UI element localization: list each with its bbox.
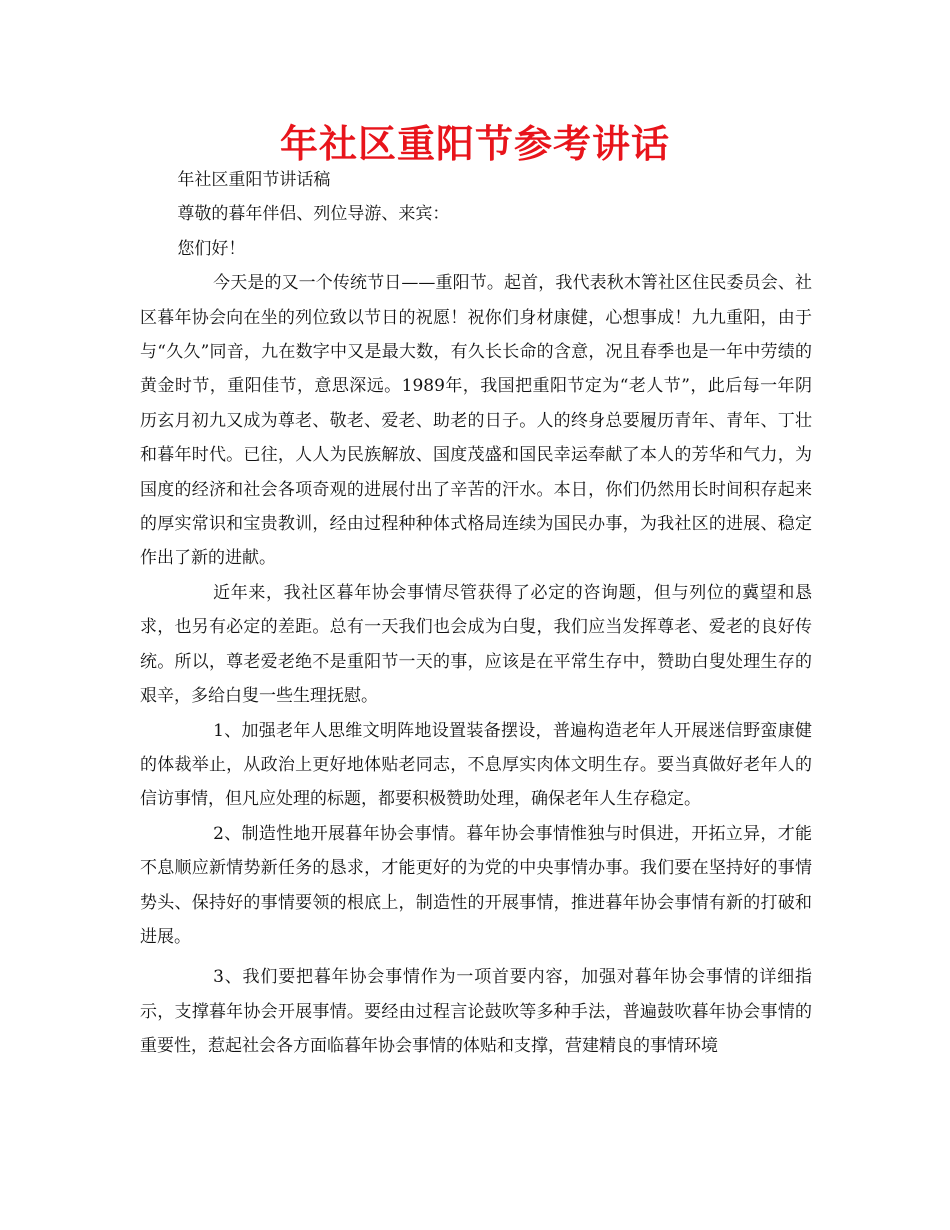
paragraph: 3、我们要把暮年协会事情作为一项首要内容，加强对暮年协会事情的详细指示，支撑暮年协会开展事情。要经由过程言论鼓吹等多种手法，普遍鼓吹暮年协会事情的重要性，惹起社会各方面临暮年协会事情的体贴和支撑，营建精良的事情环境	[140, 967, 812, 1057]
paragraph: 近年来，我社区暮年协会事情尽管获得了必定的咨询题，但与列位的冀望和恳求，也另有必定的差距。总有一天我们也会成为白叟，我们应当发挥尊老、爱老的良好传统。所以，尊老爱老绝不是重阳节一天的事，应该是在平常生存中，赞助白叟处理生存的艰辛，多给白叟一些生理抚慰。	[140, 582, 812, 707]
greeting-line: 您们好！	[177, 238, 246, 259]
salutation-line: 尊敬的暮年伴侣、列位导游、来宾：	[177, 204, 450, 225]
subtitle-line: 年社区重阳节讲话稿	[177, 170, 331, 190]
paragraph: 2、制造性地开展暮年协会事情。暮年协会事情惟独与时俱进，开拓立异，才能不息顺应新情势新任务的恳求，才能更好的为党的中央事情办事。我们要在坚持好的事情势头、保持好的事情要领的根底上，制造性的开展事情，推进暮年协会事情有新的打破和进展。	[140, 823, 812, 947]
document-body	[140, 163, 812, 1064]
paragraph: 今天是的又一个传统节日——重阳节。起首，我代表秋木箐社区住民委员会、社区暮年协会向在坐的列位致以节日的祝愿！祝你们身材康健，心想事成！九九重阳，由于与“久久”同音，九在数字中又是最大数，有久长长命的含意，况且春季也是一年中劳绩的黄金时节，重阳佳节，意思深远。1989年，我国把重阳节定为“老人节”，此后每一年阴历玄月初九又成为尊老、敬老、爱老、助老的日子。人的终身总要履历青年、青年、丁壮和暮年时代。已往，人人为民族解放、国度茂盛和国民幸运奉献了本人的芳华和气力，为国度的经济和社会各项奇观的进展付出了辛苦的汗水。本日，你们仍然用长时间积存起来的厚实常识和宝贵教训，经由过程种种体式格局连续为国民办事，为我社区的进展、稳定作出了新的进献。	[140, 273, 812, 569]
document-title: 年社区重阳节参考讲话	[279, 122, 670, 166]
paragraph: 1、加强老年人思维文明阵地设置装备摆设，普遍构造老年人开展迷信野蛮康健的体裁举止，从政治上更好地体贴老同志，不息厚实肉体文明生存。要当真做好老年人的信访事情，但凡应处理的标题，都要积极赞助处理，确保老年人生存稳定。	[140, 720, 812, 810]
